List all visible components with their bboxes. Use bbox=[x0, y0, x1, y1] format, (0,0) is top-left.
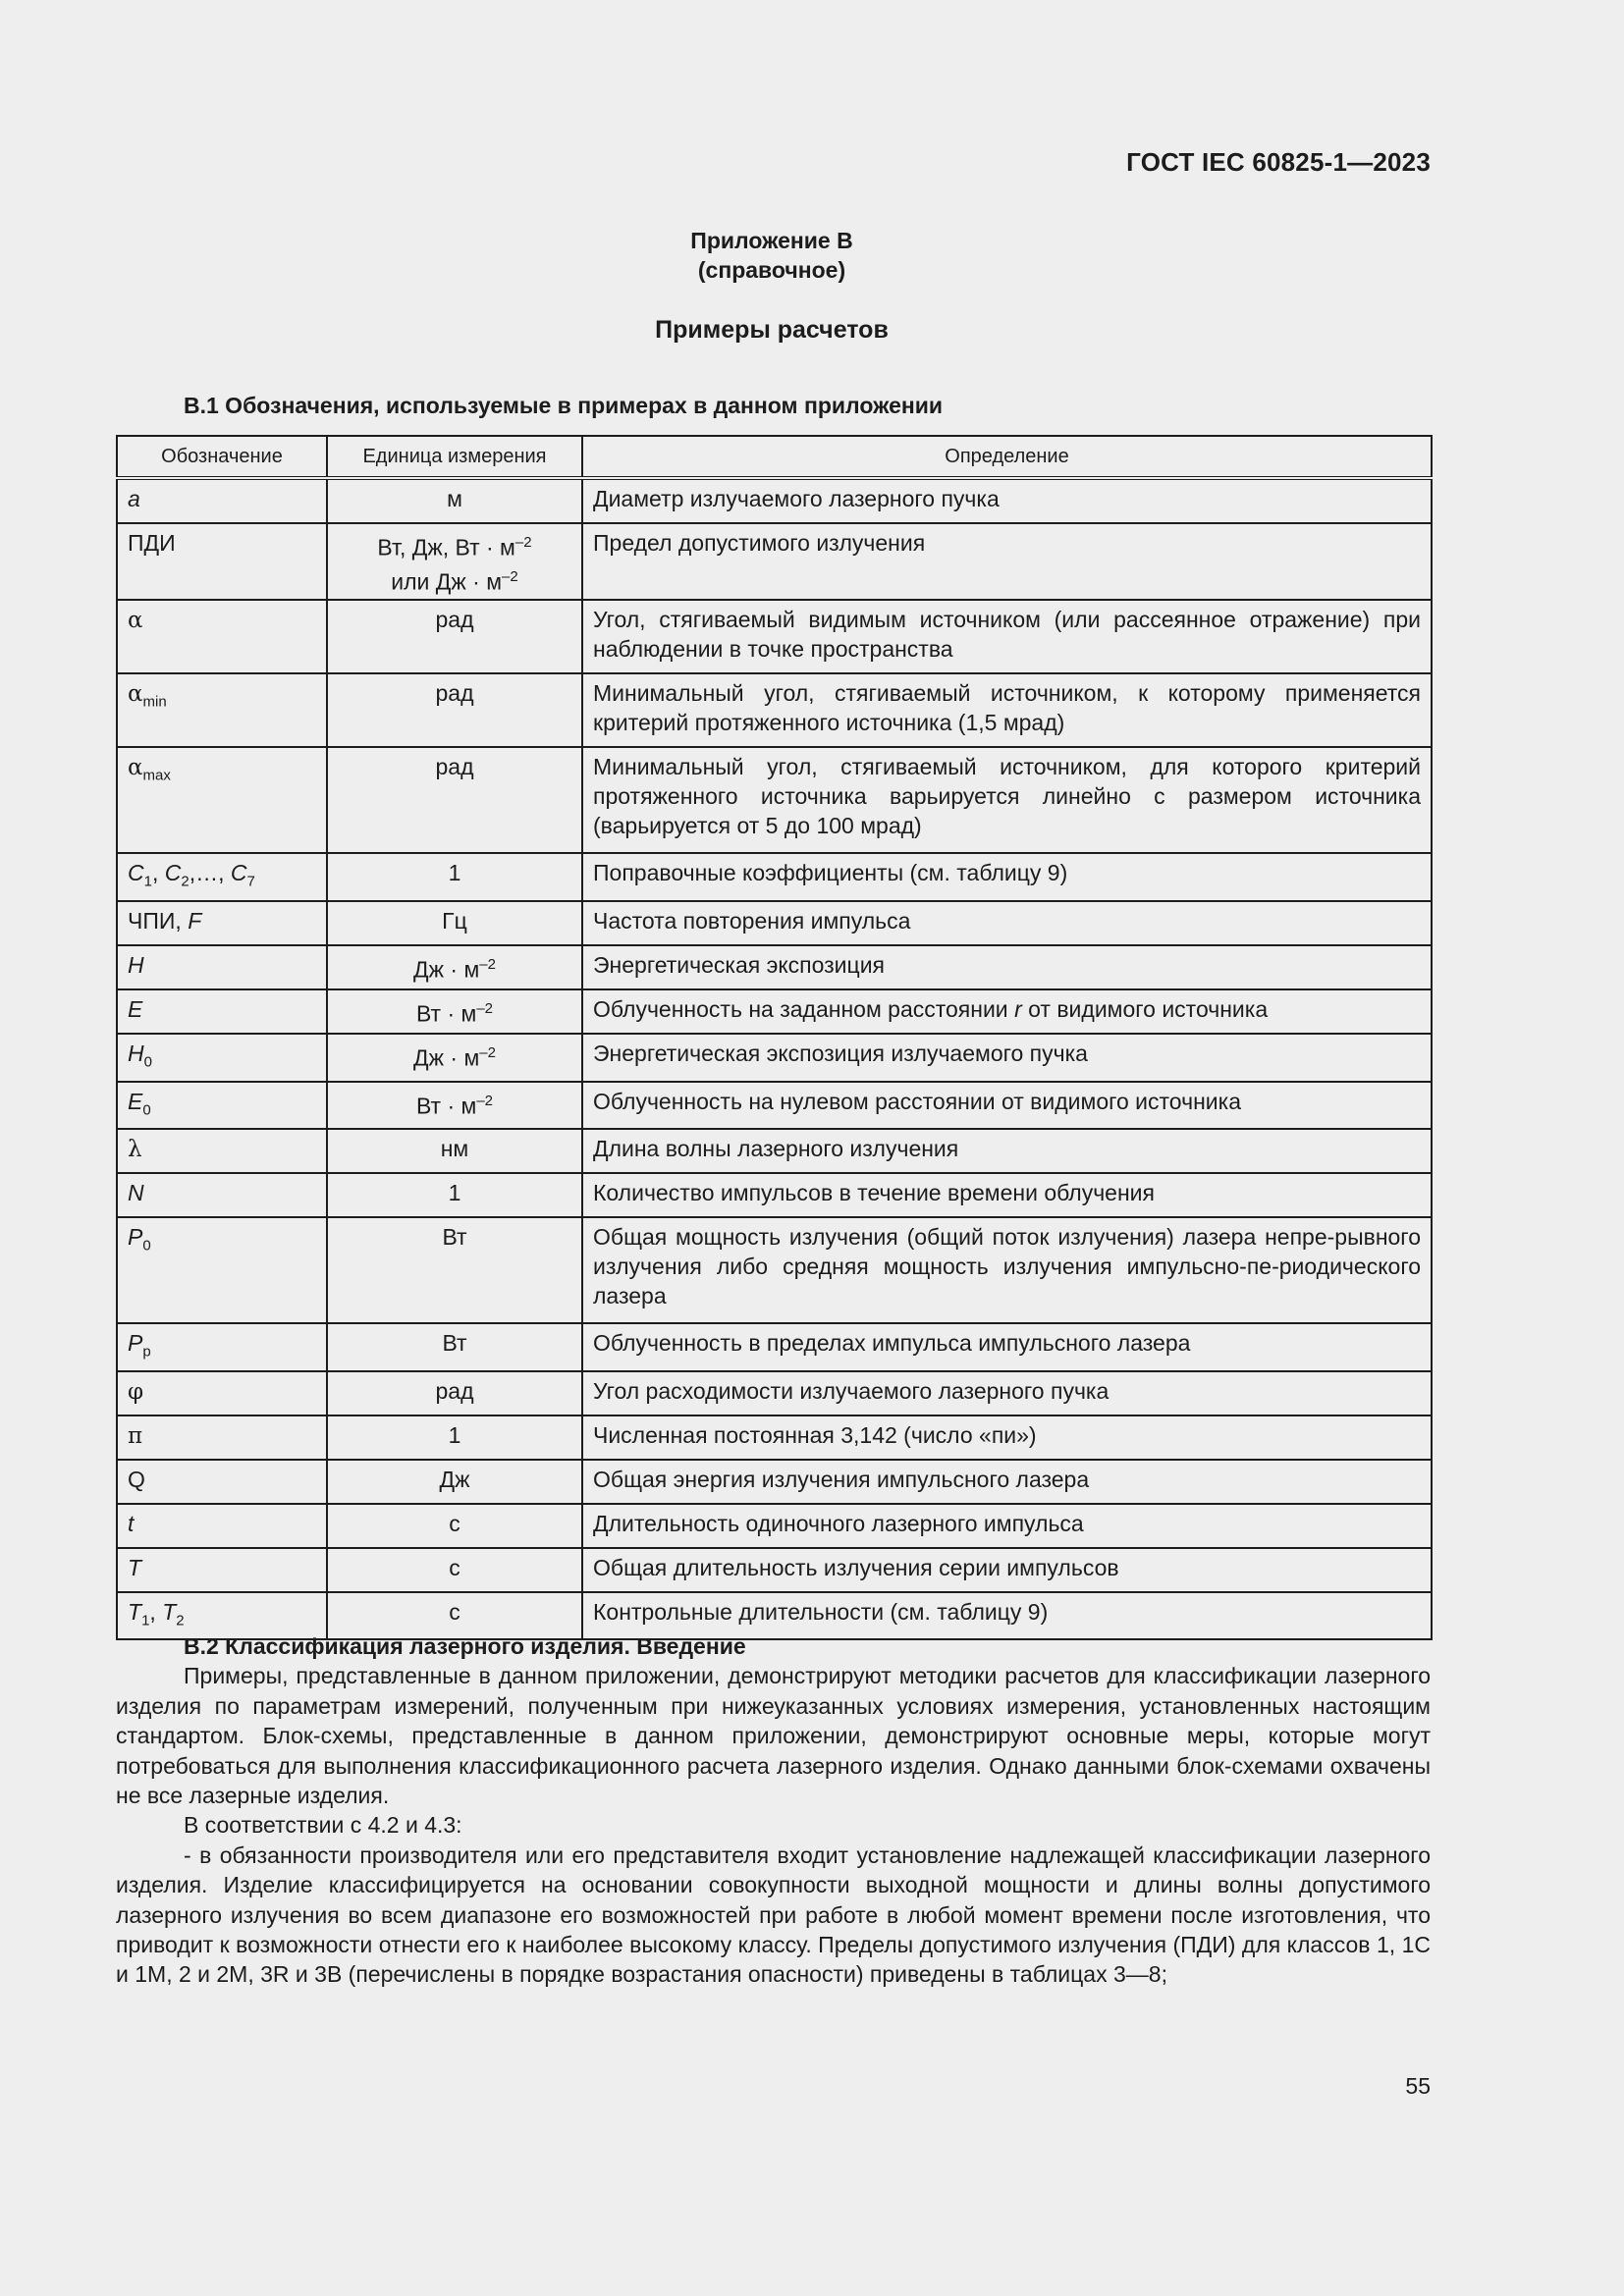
annex-label: Приложение B bbox=[690, 228, 853, 253]
unit-cell: 1 bbox=[327, 853, 582, 901]
definition-cell: Длина волны лазерного излучения bbox=[582, 1129, 1432, 1173]
unit-cell: с bbox=[327, 1548, 582, 1592]
unit-cell: рад bbox=[327, 600, 582, 673]
annex-heading: Примеры расчетов bbox=[655, 316, 889, 344]
column-header-unit: Единица измерения bbox=[327, 436, 582, 478]
unit-cell: с bbox=[327, 1504, 582, 1548]
column-header-symbol: Обозначение bbox=[117, 436, 327, 478]
definition-cell: Предел допустимого излучения bbox=[582, 523, 1432, 600]
table-row bbox=[117, 1371, 1432, 1415]
symbol-cell: α bbox=[117, 600, 327, 673]
table-row bbox=[117, 478, 1432, 523]
table-row bbox=[117, 747, 1432, 853]
annex-title bbox=[0, 226, 1543, 285]
unit-cell: Гц bbox=[327, 901, 582, 945]
symbol-cell: $E_0$ bbox=[117, 1082, 327, 1130]
table-row bbox=[117, 1034, 1432, 1082]
table-row bbox=[117, 853, 1432, 901]
definition-cell: Общая энергия излучения импульсного лазера bbox=[582, 1460, 1432, 1504]
definition-cell: Поправочные коэффициенты (см. таблицу 9) bbox=[582, 853, 1432, 901]
unit-cell: Вт, Дж, Вт · $м^{-2}$ или Дж · $м^{-2}$ bbox=[327, 523, 582, 600]
paragraph: В соответствии с 4.2 и 4.3: bbox=[184, 1812, 462, 1839]
unit-cell: Вт · $м^{-2}$ bbox=[327, 1082, 582, 1130]
column-header-definition: Определение bbox=[582, 436, 1432, 478]
definition-cell: Общая мощность излучения (общий поток излучения) лазера непре-рывного излучения либо средняя мощность излучения импульсно-пе-риодического лазера bbox=[582, 1217, 1432, 1323]
definition-cell: Количество импульсов в течение времени облучения bbox=[582, 1173, 1432, 1217]
table-row bbox=[117, 1323, 1432, 1371]
definition-cell: Энергетическая экспозиция излучаемого пучка bbox=[582, 1034, 1432, 1082]
page-number: 55 bbox=[1405, 2073, 1431, 2099]
definition-cell: Минимальный угол, стягиваемый источником, к которому применяется критерий протяженного источника (1,5 мрад) bbox=[582, 673, 1432, 747]
table-row bbox=[117, 600, 1432, 673]
unit-cell: рад bbox=[327, 1371, 582, 1415]
table-row bbox=[117, 523, 1432, 600]
unit-cell: с bbox=[327, 1592, 582, 1640]
definition-cell: Длительность одиночного лазерного импульса bbox=[582, 1504, 1432, 1548]
symbol-cell: a bbox=[117, 478, 327, 523]
document-code: ГОСТ IEC 60825-1—2023 bbox=[1126, 147, 1431, 177]
symbol-cell: T bbox=[117, 1548, 327, 1592]
symbol-cell: $\alpha_{max}$ bbox=[117, 747, 327, 853]
definition-cell: Диаметр излучаемого лазерного пучка bbox=[582, 478, 1432, 523]
unit-cell: Вт · $м^{-2}$ bbox=[327, 989, 582, 1034]
symbol-cell: H bbox=[117, 945, 327, 989]
definition-cell: Общая длительность излучения серии импульсов bbox=[582, 1548, 1432, 1592]
definition-cell: Угол, стягиваемый видимым источником (или рассеянное отражение) при наблюдении в точке пространства bbox=[582, 600, 1432, 673]
paragraph: - в обязанности производителя или его представителя входит установление надлежащей классификации лазерного изделия. Изделие классифицируется на основании совокупности выходной мощности и длины волны допустимого лазерного излучения во всем диапазоне его возможностей при работе в любой момент времени после изготовления, что приводит к возможности отнести его к наиболее высокому классу. Пределы допустимого излучения (ПДИ) для классов 1, 1С и 1М, 2 и 2М, 3R и 3B (перечислены в порядке возрастания опасности) приведены в таблицах 3—8; bbox=[116, 1842, 1431, 1988]
paragraph: Примеры, представленные в данном приложении, демонстрируют методики расчетов для классификации лазерного изделия по параметрам измерений, полученным при нижеуказанных условиях измерения, установленных настоящим стандартом. Блок-схемы, представленные в данном приложении, демонстрируют основные меры, которые могут потребоваться для выполнения классификационного расчета лазерного изделия. Однако данными блок-схемами охвачены не все лазерные изделия. bbox=[116, 1663, 1431, 1809]
unit-cell: Дж bbox=[327, 1460, 582, 1504]
symbol-cell: ЧПИ, F bbox=[117, 901, 327, 945]
unit-cell: 1 bbox=[327, 1415, 582, 1460]
unit-cell: рад bbox=[327, 747, 582, 853]
table-row bbox=[117, 989, 1432, 1034]
definition-cell: Контрольные длительности (см. таблицу 9) bbox=[582, 1592, 1432, 1640]
table-row bbox=[117, 901, 1432, 945]
definition-cell: Угол расходимости излучаемого лазерного пучка bbox=[582, 1371, 1432, 1415]
symbol-cell: $C_1$, $C_2,\dots$, $C_7$ bbox=[117, 853, 327, 901]
symbol-cell: ПДИ bbox=[117, 523, 327, 600]
unit-cell: нм bbox=[327, 1129, 582, 1173]
symbol-cell: N bbox=[117, 1173, 327, 1217]
symbol-cell: Q bbox=[117, 1460, 327, 1504]
definition-cell: Численная постоянная 3,142 (число «пи») bbox=[582, 1415, 1432, 1460]
symbol-cell: $H_0$ bbox=[117, 1034, 327, 1082]
unit-cell: Дж · $м^{-2}$ bbox=[327, 945, 582, 989]
section-2 bbox=[116, 1631, 1431, 1990]
table-row bbox=[117, 945, 1432, 989]
unit-cell: Дж · $м^{-2}$ bbox=[327, 1034, 582, 1082]
table-header-row bbox=[117, 436, 1432, 478]
table-row bbox=[117, 1173, 1432, 1217]
symbol-cell: π bbox=[117, 1415, 327, 1460]
table-row bbox=[117, 1129, 1432, 1173]
symbol-cell: $P_p$ bbox=[117, 1323, 327, 1371]
definition-cell: Минимальный угол, стягиваемый источником, для которого критерий протяженного источника варьируется линейно с размером источника (варьируется от 5 до 100 мрад) bbox=[582, 747, 1432, 853]
unit-cell: Вт bbox=[327, 1323, 582, 1371]
symbol-cell: $\alpha_{min}$ bbox=[117, 673, 327, 747]
annex-kind: (справочное) bbox=[697, 257, 846, 283]
unit-cell: м bbox=[327, 478, 582, 523]
definition-cell: Облученность на заданном расстоянии r от видимого источника bbox=[582, 989, 1432, 1034]
definition-cell: Облученность в пределах импульса импульсного лазера bbox=[582, 1323, 1432, 1371]
unit-cell: рад bbox=[327, 673, 582, 747]
unit-cell: Вт bbox=[327, 1217, 582, 1323]
table-row bbox=[117, 1460, 1432, 1504]
table-row bbox=[117, 1415, 1432, 1460]
table-row bbox=[117, 1548, 1432, 1592]
symbols-table bbox=[116, 435, 1433, 1640]
symbol-cell: $T_1$, $T_2$ bbox=[117, 1592, 327, 1640]
unit-cell: 1 bbox=[327, 1173, 582, 1217]
section-2-title: B.2 Классификация лазерного изделия. Введение bbox=[184, 1633, 746, 1659]
symbol-cell: E bbox=[117, 989, 327, 1034]
symbol-cell: φ bbox=[117, 1371, 327, 1415]
table-row bbox=[117, 673, 1432, 747]
table-row bbox=[117, 1217, 1432, 1323]
table-row bbox=[117, 1504, 1432, 1548]
section-1-title: B.1 Обозначения, используемые в примерах в данном приложении bbox=[184, 393, 944, 418]
symbol-cell: t bbox=[117, 1504, 327, 1548]
definition-cell: Частота повторения импульса bbox=[582, 901, 1432, 945]
symbol-cell: $P_0$ bbox=[117, 1217, 327, 1323]
definition-cell: Облученность на нулевом расстоянии от видимого источника bbox=[582, 1082, 1432, 1130]
symbol-cell: λ bbox=[117, 1129, 327, 1173]
table-row bbox=[117, 1082, 1432, 1130]
definition-cell: Энергетическая экспозиция bbox=[582, 945, 1432, 989]
